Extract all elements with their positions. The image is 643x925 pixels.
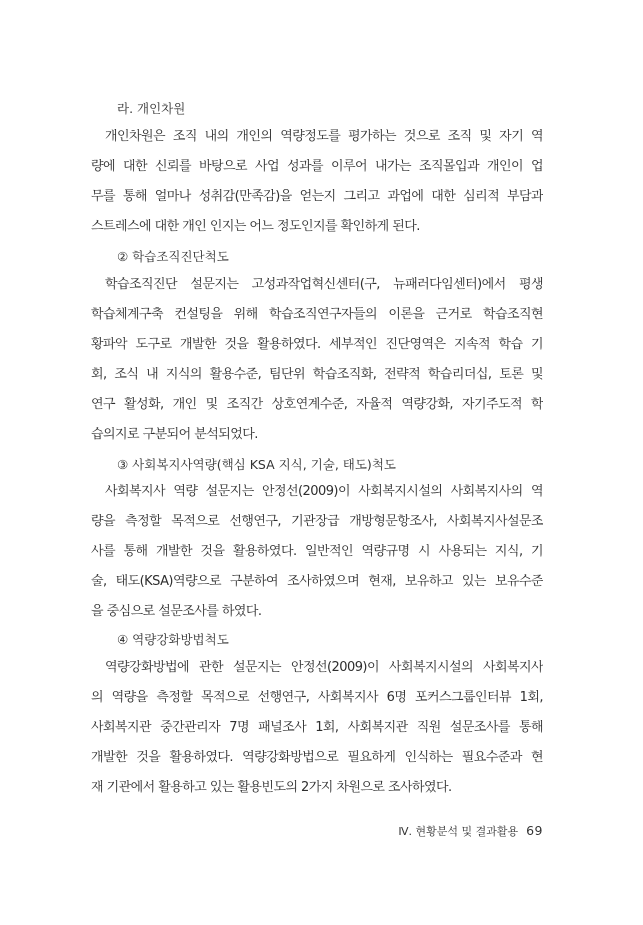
- section-heading-individual: 라. 개인차원: [117, 101, 186, 116]
- paragraph-line: 스트레스에 대한 개인 인지는 어느 정도인지를 확인하게 된다.: [91, 219, 420, 234]
- paragraph-individual: [91, 129, 543, 249]
- paragraph-line: 술, 태도(KSA)역량으로 구분하여 조사하였으며 현재, 보유하고 있는 보유수준: [91, 574, 543, 589]
- paragraph-line: 사회복지사 역량 설문지는 안정선(2009)이 사회복지시설의 사회복지사의 역: [105, 484, 543, 499]
- paragraph-line: 개발한 것을 활용하였다. 역량강화방법으로 필요하게 인식하는 필요수준과 현: [91, 750, 543, 765]
- paragraph-line: 회, 조식 내 지식의 활용수준, 팀단위 학습조직화, 전략적 학습리더십, 토론 및: [91, 367, 543, 382]
- paragraph-line: 개인차원은 조직 내의 개인의 역량정도를 평가하는 것으로 조직 및 자기 역: [105, 129, 543, 144]
- paragraph-line: 무를 통해 얼마나 성취감(만족감)을 얻는지 그리고 과업에 대한 심리적 부담과: [91, 189, 543, 204]
- footer-chapter-title: Ⅳ. 현황분석 및 결과활용: [398, 825, 519, 838]
- paragraph-line: 재 기관에서 활용하고 있는 활용빈도의 2가지 차원으로 조사하였다.: [91, 780, 452, 795]
- paragraph-line: 을 중심으로 설문조사를 하였다.: [91, 604, 262, 619]
- paragraph-line: 역량강화방법에 관한 설문지는 안정선(2009)이 사회복지시설의 사회복지사: [105, 660, 543, 675]
- paragraph-empowerment-method: [91, 660, 543, 810]
- paragraph-line: 학습체계구축 컨설팅을 위해 학습조직연구자들의 이론을 근거로 학습조직현: [91, 307, 543, 322]
- paragraph-line: 량에 대한 신뢰를 바탕으로 사업 성과를 이루어 내가는 조직몰입과 개인이 업: [91, 159, 543, 174]
- paragraph-social-worker-competency: [91, 484, 543, 634]
- paragraph-line: 의 역량을 측정할 목적으로 선행연구, 사회복지사 6명 포커스그룹인터뷰 1회,: [91, 690, 543, 705]
- paragraph-line: 학습조직진단 설문지는 고성과작업혁신센터(구, 뉴패러다임센터)에서 평생: [105, 277, 543, 292]
- paragraph-learning-org: [91, 277, 543, 457]
- section-heading-social-worker-competency: ③ 사회복지사역량(핵심 KSA 지식, 기술, 태도)척도: [117, 457, 396, 472]
- paragraph-line: 황파악 도구로 개발한 것을 활용하였다. 세부적인 진단영역은 지속적 학습 기: [91, 337, 543, 352]
- section-heading-learning-org: ② 학습조직진단척도: [117, 249, 229, 264]
- paragraph-line: 사를 통해 개발한 것을 활용하였다. 일반적인 역량규명 시 사용되는 지식, 기: [91, 544, 543, 559]
- page-number: 69: [526, 823, 543, 838]
- paragraph-line: 습의지로 구분되어 분석되었다.: [91, 427, 258, 442]
- paragraph-line: 사회복지관 중간관리자 7명 패널조사 1회, 사회복지관 직원 설문조사를 통해: [91, 720, 543, 735]
- paragraph-line: 량을 측정할 목적으로 선행연구, 기관장급 개방형문항조사, 사회복지사설문조: [91, 514, 543, 529]
- section-heading-empowerment-method: ④ 역량강화방법척도: [117, 632, 229, 647]
- paragraph-line: 연구 활성화, 개인 및 조직간 상호연계수준, 자율적 역량강화, 자기주도적 학: [91, 397, 543, 412]
- page-footer: [398, 824, 543, 839]
